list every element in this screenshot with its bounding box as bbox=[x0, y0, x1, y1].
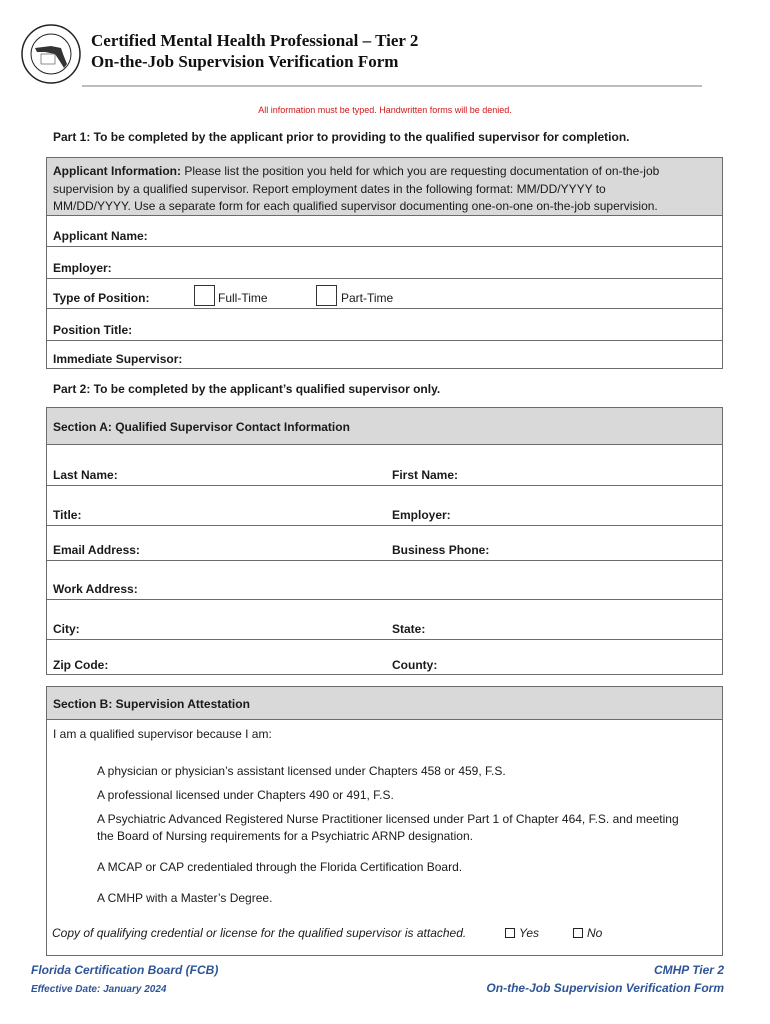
applicant-info-text-2: supervision by a qualified supervisor. Report employment dates in the following format: MM/DD/YYYY to bbox=[53, 181, 606, 196]
applicant-info-text-1: Please list the position you held for which you are requesting documentation of on-the-job bbox=[181, 164, 660, 178]
applicant-info-box bbox=[46, 157, 723, 369]
attached-no-label: No bbox=[587, 926, 603, 940]
part2-heading: Part 2: To be completed by the applicant’s qualified supervisor only. bbox=[53, 382, 441, 396]
section-a-title: Section A: Qualified Supervisor Contact Information bbox=[53, 420, 350, 434]
immediate-supervisor-field[interactable] bbox=[47, 340, 722, 369]
work-address-label: Work Address: bbox=[53, 582, 138, 596]
contact-row bbox=[47, 525, 722, 560]
attached-no-option[interactable] bbox=[573, 926, 602, 940]
typed-notice: All information must be typed. Handwritten forms will be denied. bbox=[258, 105, 512, 115]
part1-heading: Part 1: To be completed by the applicant prior to providing to the qualified supervisor for completion. bbox=[53, 130, 630, 144]
applicant-info-text-3: MM/DD/YYYY. Use a separate form for each qualified supervisor documenting one-on-one on-the-job supervision. bbox=[53, 199, 658, 213]
employer-label: Employer: bbox=[53, 261, 112, 275]
option-arnp-line-2: the Board of Nursing requirements for a Psychiatric ARNP designation. bbox=[97, 829, 473, 843]
no-checkbox-icon[interactable] bbox=[573, 928, 583, 938]
title-line-1: Certified Mental Health Professional – Tier 2 bbox=[91, 31, 419, 50]
email-label[interactable]: Email Address: bbox=[53, 543, 140, 557]
full-time-label: Full-Time bbox=[218, 291, 268, 305]
footer-org: Florida Certification Board (FCB) bbox=[31, 963, 219, 977]
section-a-box bbox=[46, 407, 723, 675]
name-row bbox=[47, 444, 722, 485]
section-a-header bbox=[47, 408, 722, 444]
section-b-header bbox=[47, 687, 722, 720]
fcb-seal-logo bbox=[21, 24, 81, 84]
position-title-field[interactable] bbox=[47, 308, 722, 340]
footer-form-name: On-the-Job Supervision Verification Form bbox=[486, 981, 724, 995]
attached-yes-label: Yes bbox=[519, 926, 540, 940]
attached-yes-option[interactable] bbox=[505, 926, 539, 940]
section-b-title: Section B: Supervision Attestation bbox=[53, 697, 250, 711]
county-label[interactable]: County: bbox=[392, 658, 438, 672]
credential-attached-question: Copy of qualifying credential or license for the qualified supervisor is attached. bbox=[52, 926, 467, 940]
form-title bbox=[91, 30, 418, 72]
footer-tier: CMHP Tier 2 bbox=[653, 963, 724, 977]
applicant-info-label: Applicant Information: bbox=[53, 164, 181, 178]
footer-effective-date: Effective Date: January 2024 bbox=[31, 984, 167, 995]
business-phone-label[interactable]: Business Phone: bbox=[392, 543, 490, 557]
last-name-label[interactable]: Last Name: bbox=[53, 468, 118, 482]
header-divider bbox=[82, 85, 702, 87]
qualified-intro: I am a qualified supervisor because I am: bbox=[53, 727, 272, 741]
title-line-2: On-the-Job Supervision Verification Form bbox=[91, 52, 399, 71]
title-employer-row bbox=[47, 485, 722, 525]
immediate-supervisor-label: Immediate Supervisor: bbox=[53, 352, 183, 366]
city-state-row bbox=[47, 599, 722, 639]
type-of-position-row bbox=[47, 278, 722, 308]
supervisor-employer-label[interactable]: Employer: bbox=[392, 508, 451, 522]
zip-code-label[interactable]: Zip Code: bbox=[53, 658, 109, 672]
applicant-name-label: Applicant Name: bbox=[53, 229, 148, 243]
option-arnp-line-1: A Psychiatric Advanced Registered Nurse Practitioner licensed under Part 1 of Chapter 464, F.S. and meeting bbox=[97, 812, 679, 826]
first-name-label[interactable]: First Name: bbox=[392, 468, 459, 482]
full-time-checkbox[interactable] bbox=[194, 285, 215, 306]
type-of-position-label: Type of Position: bbox=[53, 291, 150, 305]
part-time-checkbox[interactable] bbox=[316, 285, 337, 306]
applicant-name-field[interactable] bbox=[47, 215, 722, 246]
city-label[interactable]: City: bbox=[53, 622, 80, 636]
supervisor-title-label[interactable]: Title: bbox=[53, 508, 82, 522]
work-address-field[interactable] bbox=[47, 560, 722, 599]
employer-field[interactable] bbox=[47, 246, 722, 278]
option-professional: A professional licensed under Chapters 490 or 491, F.S. bbox=[97, 788, 394, 802]
position-title-label: Position Title: bbox=[53, 323, 133, 337]
applicant-info-header bbox=[47, 158, 722, 215]
option-cmhp: A CMHP with a Master’s Degree. bbox=[97, 891, 273, 905]
yes-checkbox-icon[interactable] bbox=[505, 928, 515, 938]
part-time-label: Part-Time bbox=[341, 291, 394, 305]
option-physician: A physician or physician’s assistant licensed under Chapters 458 or 459, F.S. bbox=[97, 764, 506, 778]
zip-county-row bbox=[47, 639, 722, 675]
option-mcap-cap: A MCAP or CAP credentialed through the Florida Certification Board. bbox=[97, 860, 463, 874]
state-label[interactable]: State: bbox=[392, 622, 426, 636]
